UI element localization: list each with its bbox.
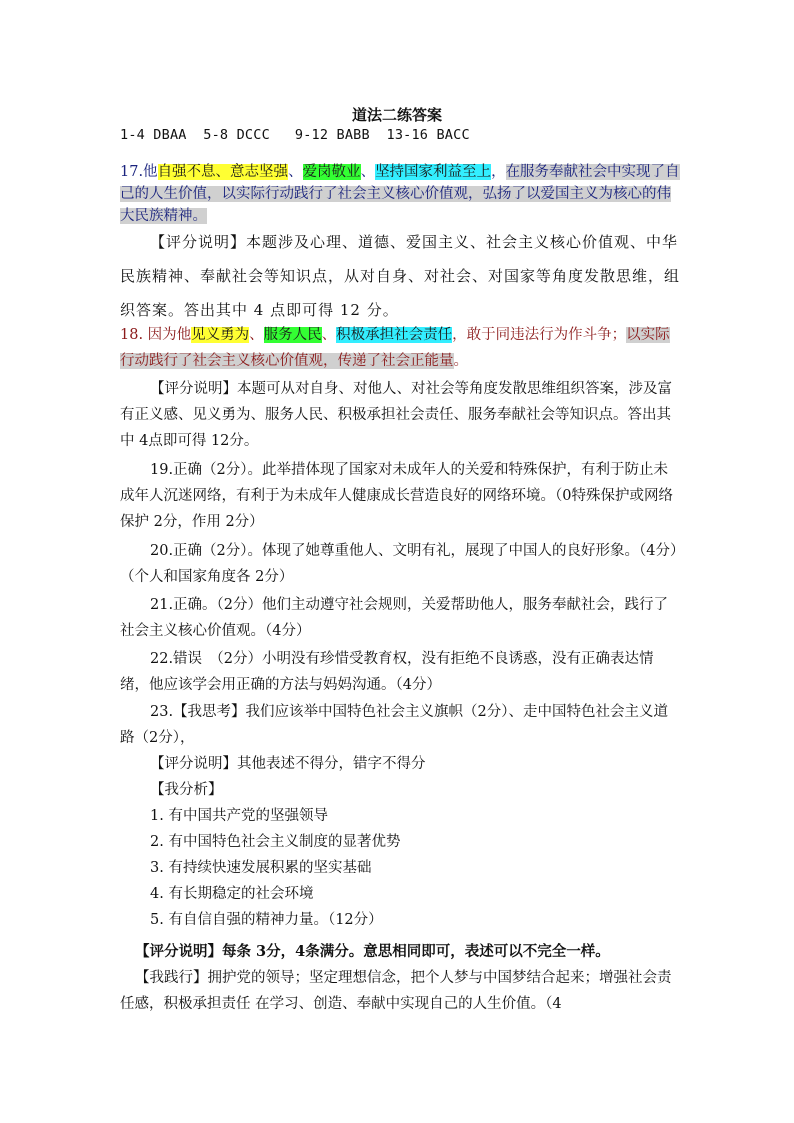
list-item: 1. 有中国共产党的坚强领导 [150, 808, 328, 824]
highlight-yellow: 见义勇为 [191, 327, 250, 343]
answer-17 [120, 161, 680, 227]
answer-20 [120, 538, 680, 590]
separator: 、 [360, 164, 376, 180]
answers-5-8: 5-8 DCCC [203, 127, 270, 143]
scoring-note-17-text: 【评分说明】本题涉及心理、道德、爱国主义、社会主义核心价值观、中华民族精神、奉献社会等知识点，从对自身、对社会、对国家等角度发散思维，组织答案。答出其中 4 点即可得 12 分。 [120, 233, 681, 319]
answer-18-number: 18. 因为他 [120, 327, 192, 343]
answer-23-think [120, 699, 680, 751]
answer-21-text: 21.正确。（2分）他们主动遵守社会规则，关爱帮助他人，服务奉献社会，践行了社会主义核心价值观。（4分） [120, 597, 669, 639]
answer-23-analyze [120, 777, 680, 803]
answer-23-think-text: 23.【我思考】我们应该举中国特色社会主义旗帜（2分）、走中国特色社会主义道路（2分）， [120, 704, 669, 746]
answer-23-analyze-text: 【我分析】 [150, 782, 223, 798]
scoring-note-23-bold: 【评分说明】每条 3分，4条满分。意思相同即可，表述可以不完全一样。 [135, 943, 610, 960]
answer-19 [120, 457, 680, 535]
highlight-cyan: 坚持国家利益至上 [375, 164, 492, 180]
answer-23 [120, 699, 680, 803]
highlight-green: 服务人民 [263, 327, 322, 343]
answer-23-practice-text: 【我践行】拥护党的领导；坚定理想信念，把个人梦与中国梦结合起来；增强社会责任感，积极承担责任 在学习、创造、奉献中实现自己的人生价值。（4 [120, 970, 672, 1012]
answer-23-note [120, 751, 680, 777]
list-item: 4. 有长期稳定的社会环境 [150, 886, 314, 902]
answers-9-12: 9-12 BABB [294, 127, 370, 143]
scoring-note-17 [120, 225, 680, 327]
answer-23-practice [120, 965, 680, 1017]
analysis-list [150, 803, 400, 933]
answer-22-text: 22.错误 （2分）小明没有珍惜受教育权，没有拒绝不良诱惑，没有正确表达情绪，他应该学会用正确的方法与妈妈沟通。（4分） [120, 651, 654, 693]
highlight-cyan: 积极承担社会责任 [336, 327, 453, 343]
separator: 。 [453, 353, 468, 369]
answer-20-text: 20.正确（2分）。体现了她尊重他人、文明有礼，展现了中国人的良好形象。（4分）（个人和国家角度各 2分） [120, 543, 678, 585]
answer-18-mid: ，敢于同违法行为作斗争； [452, 327, 627, 343]
answer-17-number: 17.他 [120, 164, 158, 180]
separator: 、 [288, 164, 303, 180]
answer-23-note-text: 【评分说明】其他表述不得分，错字不得分 [150, 756, 426, 772]
answer-19-text: 19.正确（2分）。此举措体现了国家对未成年人的关爱和特殊保护，有利于防止未成年人沉迷网络，有利于为未成年人健康成长营造良好的网络环境。（0特殊保护或网络保护 2分，作用 2分） [120, 462, 673, 530]
separator: 、 [249, 327, 264, 343]
scoring-note-18-text: 【评分说明】本题可从对自身、对他人、对社会等角度发散思维组织答案，涉及富有正义感、见义勇为、服务人民、积极承担社会责任、服务奉献社会等知识点。答出其中 4点即可得 12分。 [120, 381, 672, 449]
page-title: 道法二练答案 [351, 106, 442, 124]
list-item: 2. 有中国特色社会主义制度的显著优势 [150, 834, 401, 850]
answers-13-16: 13-16 BACC [386, 127, 470, 143]
separator: ， [491, 164, 506, 180]
separator: 、 [321, 327, 337, 343]
scoring-note-18 [120, 376, 680, 454]
list-item: 3. 有持续快速发展积累的坚实基础 [150, 860, 372, 876]
highlight-yellow: 自强不息、意志坚强 [157, 164, 289, 180]
multiple-choice-answers [120, 127, 470, 143]
highlight-gray: 以实际行动践行了社会主义核心价值观，传递了社会正能量 [120, 327, 670, 369]
answers-1-4: 1-4 DBAA [120, 127, 187, 143]
list-item: 5. 有自信自强的精神力量。（12分） [150, 912, 383, 928]
answer-18 [120, 322, 680, 374]
answer-22 [120, 646, 680, 698]
highlight-gray: 在服务奉献社会中实现了自己的人生价值，以实际行动践行了社会主义核心价值观，弘扬了以爱国主义为核心的伟大民族精神。 [120, 164, 680, 224]
highlight-green: 爱岗敬业 [302, 164, 361, 180]
answer-21 [120, 592, 680, 644]
